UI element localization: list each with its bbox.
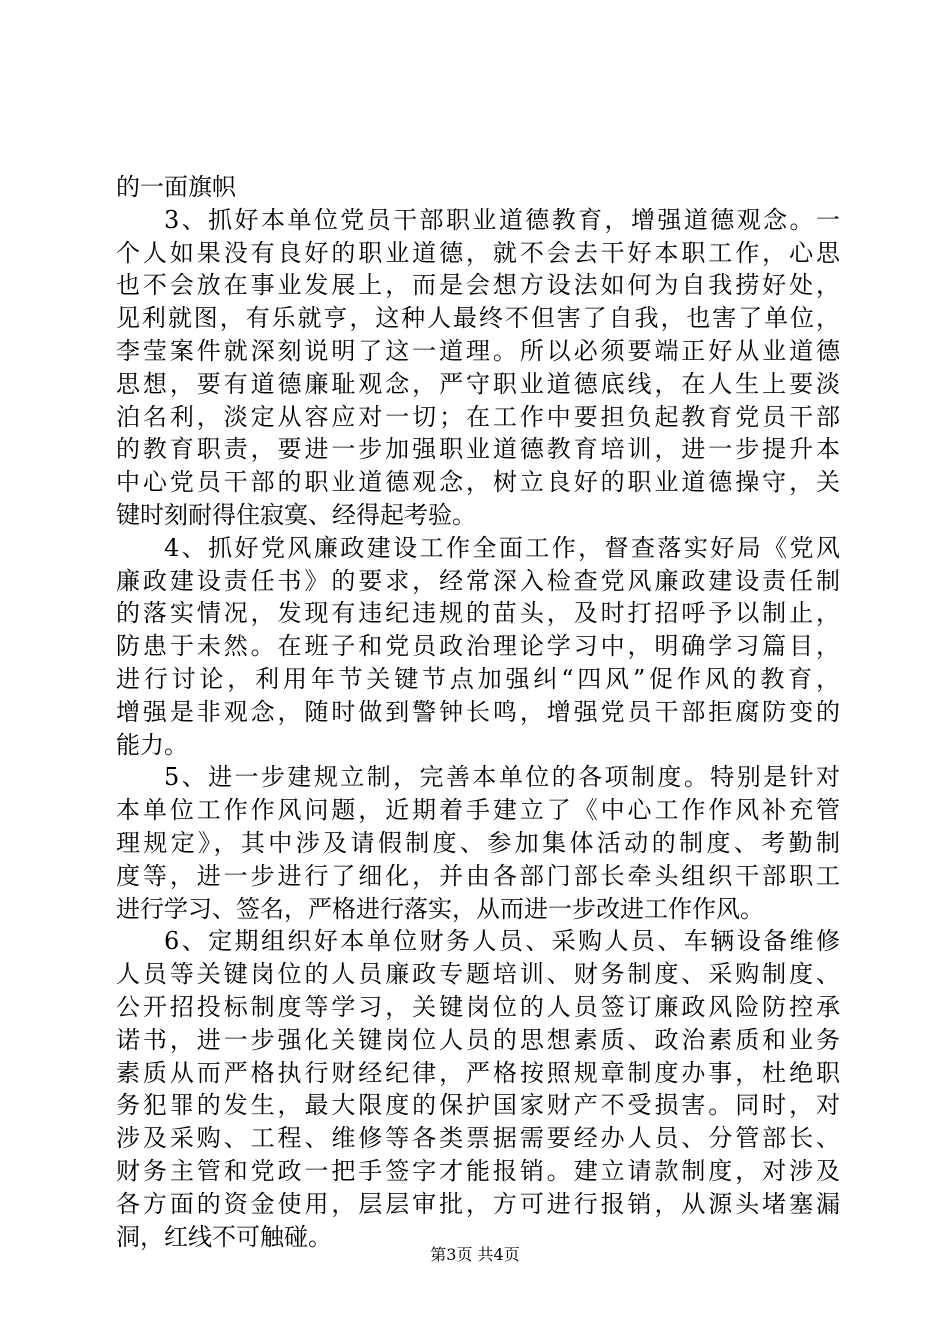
text-line: 财务主管和党政一把手签字才能报销。建立请款制度，对涉及 bbox=[116, 1156, 840, 1185]
text-line: 也不会放在事业发展上，而是会想方设法如何为自我捞好处， bbox=[116, 271, 840, 300]
text-line: 度等，进一步进行了细化，并由各部门部长牵头组织干部职工 bbox=[116, 861, 840, 890]
text-line: 4、抓好党风廉政建设工作全面工作，督查落实好局《党风 bbox=[164, 533, 840, 562]
text-line: 能力。 bbox=[116, 730, 188, 759]
text-line: 个人如果没有良好的职业道德，就不会去干好本职工作，心思 bbox=[116, 238, 840, 267]
text-line: 泊名利，淡定从容应对一切；在工作中要担负起教育党员干部 bbox=[116, 402, 840, 431]
document-body bbox=[116, 171, 840, 1253]
text-line: 防患于未然。在班子和党员政治理论学习中，明确学习篇目， bbox=[116, 632, 840, 661]
text-line: 本单位工作作风问题，近期着手建立了《中心工作作风补充管 bbox=[116, 796, 840, 825]
text-line: 见利就图，有乐就亨，这种人最终不但害了自我，也害了单位， bbox=[116, 304, 840, 333]
text-line: 中心党员干部的职业道德观念，树立良好的职业道德操守，关 bbox=[116, 468, 840, 497]
text-line: 的一面旗帜 bbox=[116, 173, 236, 201]
text-line: 进行讨论，利用年节关键节点加强纠“四风”促作风的教育， bbox=[116, 664, 840, 693]
text-line: 增强是非观念，随时做到警钟长鸣，增强党员干部拒腐防变的 bbox=[116, 697, 840, 726]
text-line: 的教育职责，要进一步加强职业道德教育培训，进一步提升本 bbox=[116, 435, 840, 464]
text-line: 洞，红线不可触碰。 bbox=[116, 1222, 332, 1251]
text-line: 素质从而严格执行财经纪律，严格按照规章制度办事，杜绝职 bbox=[116, 1058, 840, 1087]
text-line: 人员等关键岗位的人员廉政专题培训、财务制度、采购制度、 bbox=[116, 960, 840, 989]
page-number-label: 第3页 共4页 bbox=[430, 1245, 520, 1264]
text-line: 思想，要有道德廉耻观念，严守职业道德底线，在人生上要淡 bbox=[116, 369, 840, 398]
text-line: 的落实情况，发现有违纪违规的苗头，及时打招呼予以制止， bbox=[116, 599, 840, 628]
text-line: 进行学习、签名，严格进行落实，从而进一步改进工作作风。 bbox=[116, 894, 764, 923]
text-line: 键时刻耐得住寂寞、经得起考验。 bbox=[116, 500, 476, 529]
text-line: 公开招投标制度等学习，关键岗位的人员签订廉政风险防控承 bbox=[116, 992, 840, 1021]
text-line: 各方面的资金使用，层层审批，方可进行报销，从源头堵塞漏 bbox=[116, 1189, 840, 1218]
page-footer bbox=[0, 1245, 950, 1265]
text-line: 廉政建设责任书》的要求，经常深入检查党风廉政建设责任制 bbox=[116, 566, 840, 595]
text-line: 诺书，进一步强化关键岗位人员的思想素质、政治素质和业务 bbox=[116, 1025, 840, 1054]
text-line: 李莹案件就深刻说明了这一道理。所以必须要端正好从业道德 bbox=[116, 336, 840, 365]
text-line: 6、定期组织好本单位财务人员、采购人员、车辆设备维修 bbox=[164, 927, 840, 956]
text-line: 理规定》，其中涉及请假制度、参加集体活动的制度、考勤制 bbox=[116, 828, 840, 857]
text-line: 务犯罪的发生，最大限度的保护国家财产不受损害。同时，对 bbox=[116, 1091, 840, 1120]
text-line: 3、抓好本单位党员干部职业道德教育，增强道德观念。一 bbox=[164, 205, 840, 234]
text-line: 5、进一步建规立制，完善本单位的各项制度。特别是针对 bbox=[164, 763, 840, 792]
text-line: 涉及采购、工程、维修等各类票据需要经办人员、分管部长、 bbox=[116, 1124, 840, 1153]
